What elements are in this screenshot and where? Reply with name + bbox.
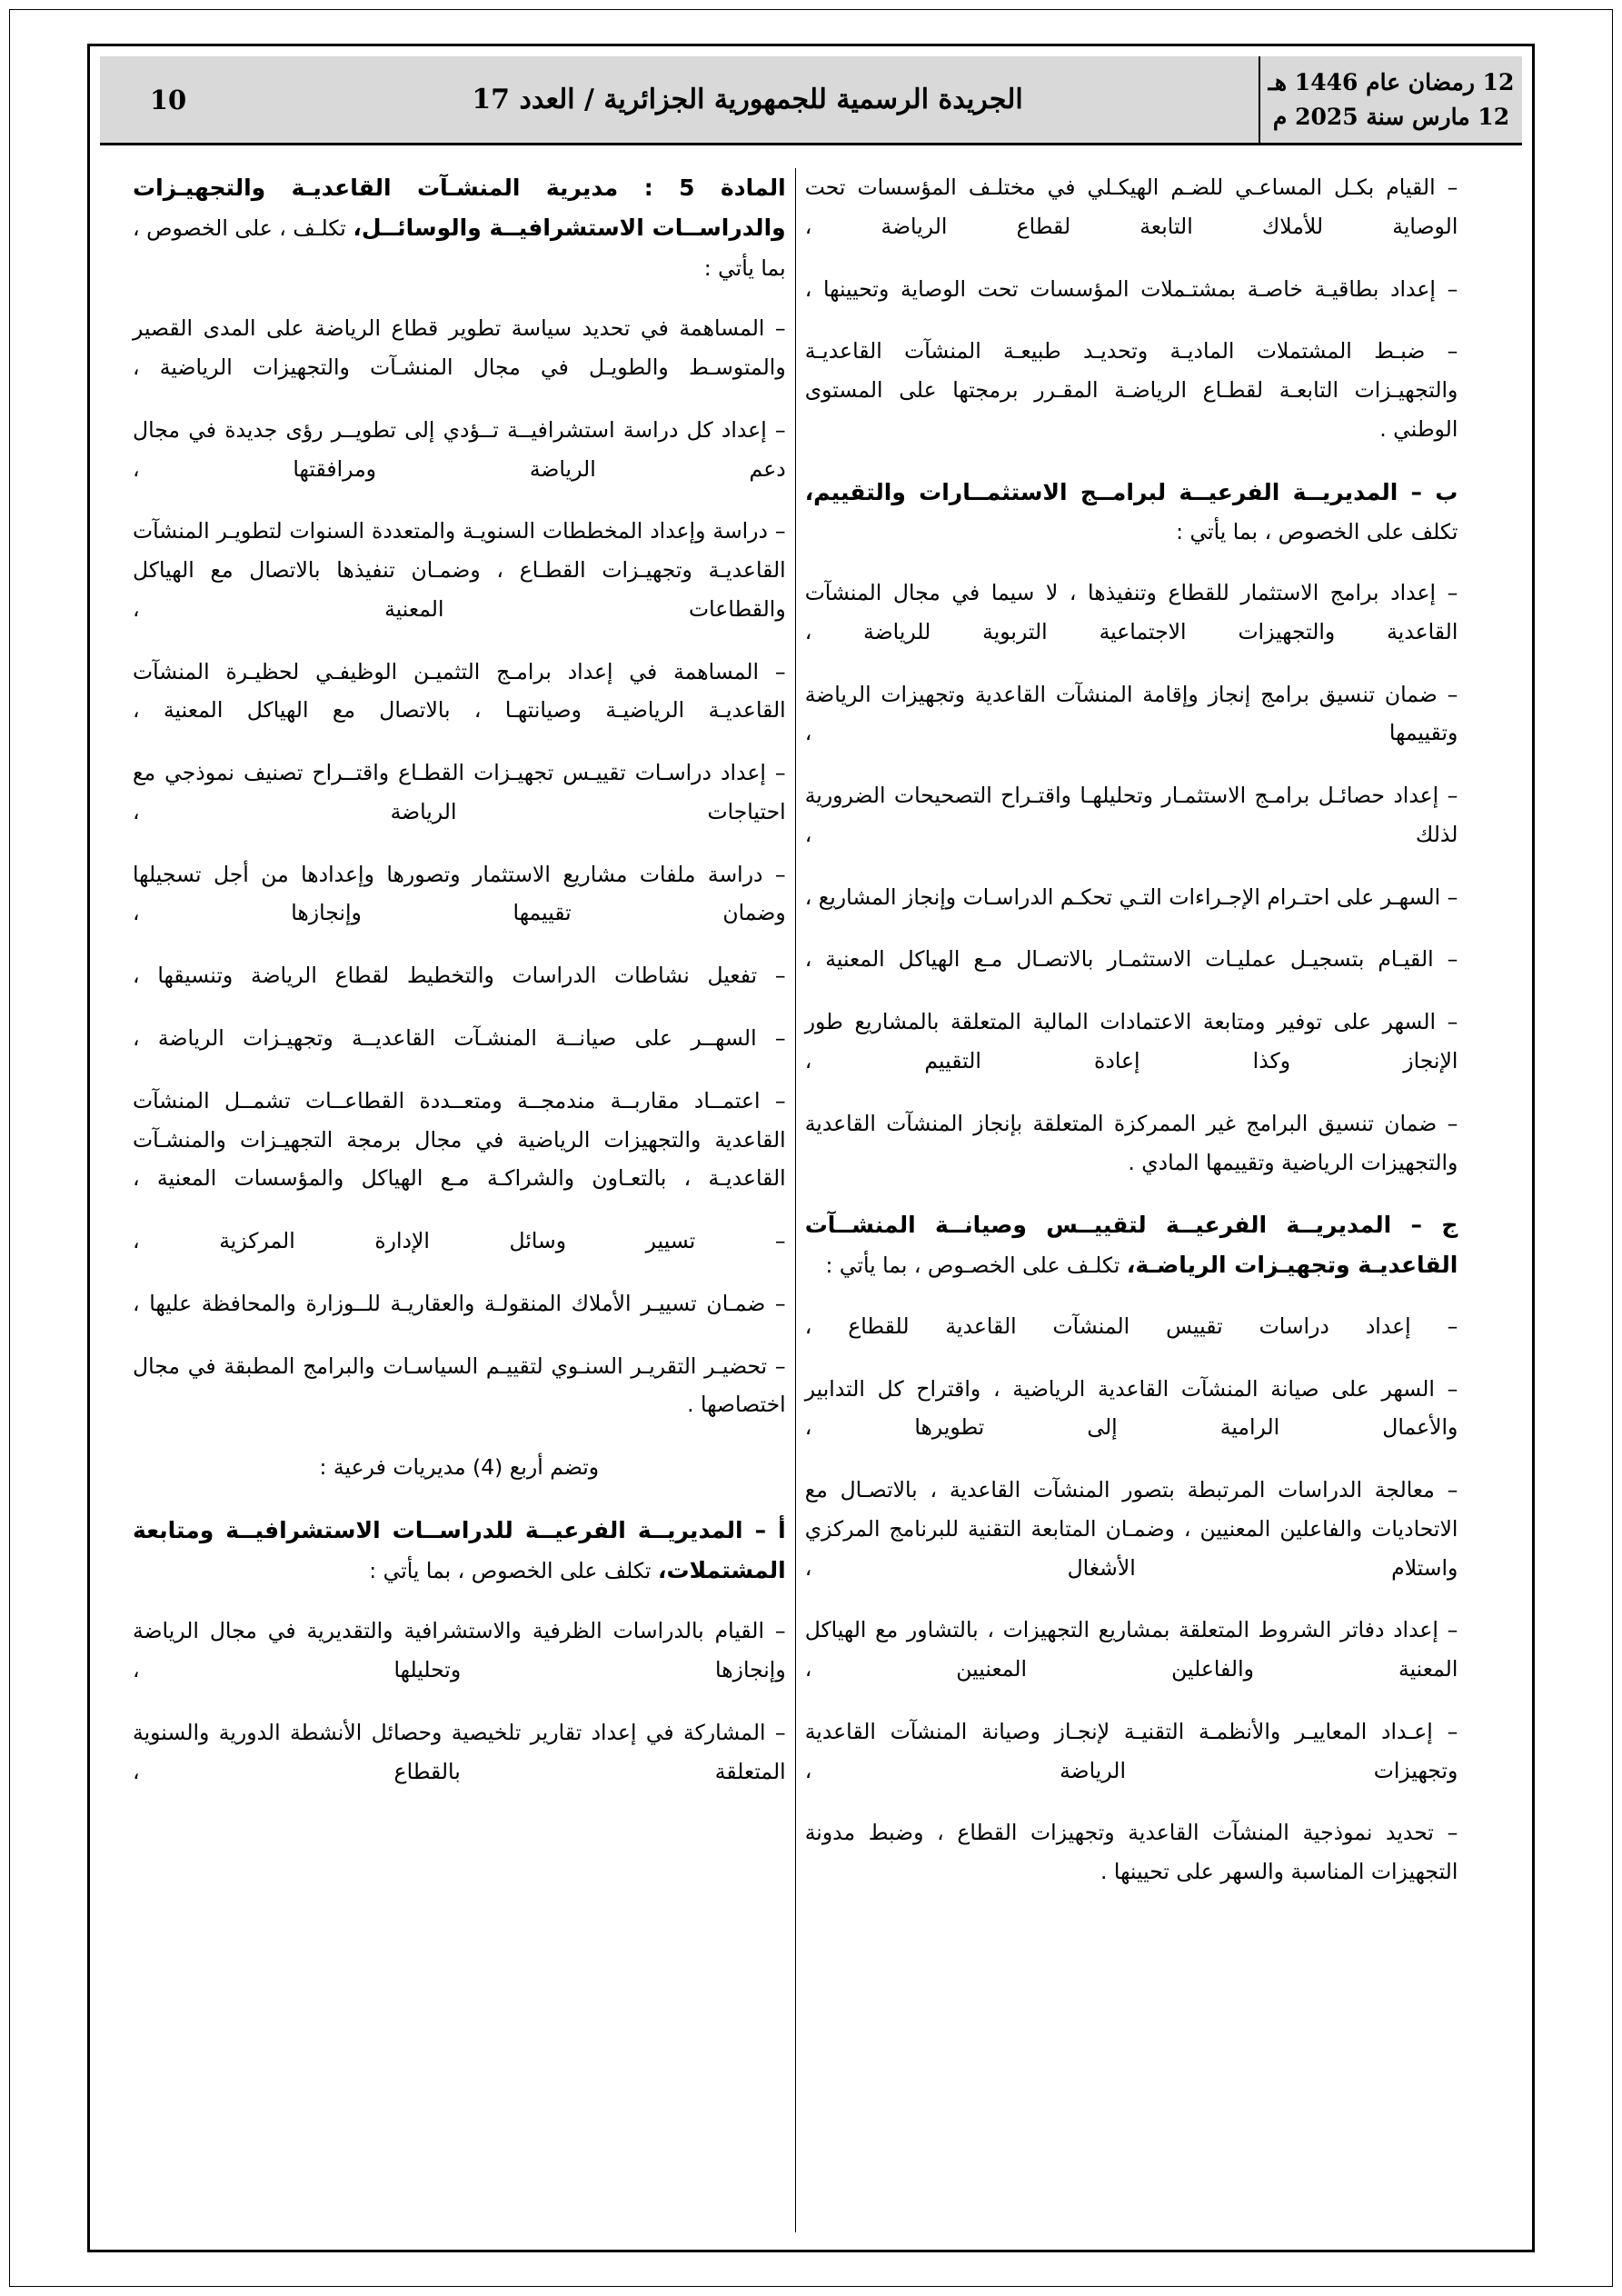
- column-divider: [795, 168, 796, 2232]
- paragraph: – المساهمة في تحديد سياسة تطوير قطاع الرياضة على المدى القصير والمتوسـط والطويـل في مجال المنشـآت والتجهيزات الرياضية ،: [133, 315, 786, 381]
- paragraph: – القيام بكـل المساعـي للضـم الهيكـلي في مختلـف المؤسسات تحت الوصاية للأملاك التابعة لقطاع الرياضة ،: [804, 175, 1458, 239]
- paragraph: – المشاركة في إعداد تقارير تلخيصية وحصائل الأنشطة الدورية والسنوية المتعلقة بالقطاع ،: [133, 1719, 786, 1784]
- section-heading-lead: تكلف على الخصوص ، بما يأتي :: [369, 1557, 658, 1583]
- section-heading: [133, 168, 786, 287]
- paragraph: – ضمان تنسيق برامج إنجاز وإقامة المنشآت القاعدية وتجهيزات الرياضة وتقييمها ،: [804, 681, 1458, 746]
- paragraph: – معالجة الدراسات المرتبطة بتصور المنشآت القاعدية ، بالاتصـال مع الاتحاديات والفاعلين المعنيين ، وضمـان المتابعة التقنية للبرنامج المركزي واستلام الأشغال ،: [804, 1477, 1458, 1581]
- section-heading-title: ج – المديريــة الفرعيــة لتقييــس وصيانــة المنشــآت القاعديـة وتجهيـزات الرياضـة،: [804, 1212, 1458, 1279]
- paragraph: – السهــر على صيانــة المنشـآت القاعديــة وتجهيـزات الرياضة ،: [133, 1024, 786, 1051]
- paragraph: – إعداد حصائـل برامـج الاستثمـار وتحليلهـا واقتـراح التصحيحات الضرورية لذلك ،: [804, 783, 1458, 847]
- paragraph: – تحديد نموذجية المنشآت القاعدية وتجهيزات القطاع ، وضبط مدونة التجهيزات المناسبة والسهر على تحيينها .: [804, 1820, 1458, 1885]
- section-heading-lead: تكلف على الخصوص ، بما يأتي :: [1176, 519, 1458, 545]
- header-title: الجريدة الرسمية للجمهورية الجزائرية / العدد 17: [472, 84, 1023, 115]
- paragraph: – القيـام بتسجيـل عمليـات الاستثمـار بالاتصـال مـع الهياكل المعنية ،: [804, 946, 1458, 973]
- paragraph: – إعداد برامج الاستثمار للقطاع وتنفيذها ، لا سيما في مجال المنشآت القاعدية والتجهيزات الاجتماعية التربوية للرياضة ،: [804, 580, 1458, 644]
- page-number: 10: [149, 84, 187, 115]
- header-date: [1259, 56, 1522, 143]
- section-heading-title: المادة 5 : مديرية المنشـآت القاعديـة والتجهيـزات والدراســات الاستشرافيــة والوسائــل،: [133, 175, 786, 241]
- paragraph: – إعداد بطاقيـة خاصـة بمشتـملات المؤسسات تحت الوصاية وتحيينها ،: [804, 275, 1458, 302]
- paragraph: – إعداد دفاتر الشروط المتعلقة بمشاريع التجهيزات ، بالتشاور مع الهياكل المعنية والفاعلين المعنيين ،: [804, 1617, 1458, 1682]
- section-heading-title: أ – المديريــة الفرعيــة للدراســات الاستشرافيــة ومتابعة المشتملات،: [133, 1516, 786, 1583]
- paragraph: – السهر على صيانة المنشآت القاعدية الرياضية ، واقتراح كل التدابير والأعمال الرامية إلى تطويرها ،: [804, 1375, 1458, 1441]
- paragraph: – إعـداد المعاييـر والأنظمـة التقنيـة لإنجـاز وصيانة المنشآت القاعدية وتجهيزات الرياضة ،: [804, 1718, 1458, 1783]
- section-heading: [805, 1205, 1458, 1285]
- paragraph: – السهـر على احتـرام الإجـراءات التـي تحكـم الدراسـات وإنجاز المشاريع ،: [804, 883, 1458, 910]
- page-body: [109, 168, 1513, 2232]
- paragraph: – تسيير وسائل الإدارة المركزية ،: [133, 1228, 786, 1254]
- page-header: [100, 56, 1522, 145]
- paragraph: وتضم أربع (4) مديريات فرعية :: [319, 1454, 600, 1481]
- section-heading: [133, 1511, 786, 1591]
- paragraph: – إعداد دراسات تقييس المنشآت القاعدية للقطاع ،: [804, 1313, 1458, 1339]
- header-date-hijri: 12 رمضان عام 1446 هـ: [1268, 69, 1515, 95]
- header-date-gregorian: 12 مارس سنة 2025 م: [1272, 103, 1510, 130]
- paragraph: – السهر على توفير ومتابعة الاعتمادات المالية المتعلقة بالمشاريع طور الإنجاز وكذا إعادة التقييم ،: [804, 1009, 1458, 1073]
- paragraph: – ضمان تنسيق البرامج غير الممركزة المتعلقة بإنجاز المنشآت القاعدية والتجهيزات الرياضية وتقييمها المادي .: [804, 1110, 1458, 1175]
- paragraph: – اعتمــاد مقاربــة مندمجــة ومتعــددة القطاعــات تشمــل المنشآت القاعدية والتجهيزات الرياضية في مجال برمجة التجهيـزات والمنشـآت القاعديـة ، بالتعـاون والشراكـة مـع الهياكل والمؤسسات المعنية ،: [133, 1087, 786, 1192]
- paragraph: – تفعيل نشاطات الدراسات والتخطيط لقطاع الرياضة وتنسيقها ،: [133, 963, 786, 989]
- paragraph: – القيام بالدراسات الظرفية والاستشرافية والتقديرية في مجال الرياضة وإنجازها وتحليلها ،: [133, 1618, 786, 1683]
- paragraph: – تحضيـر التقريـر السنـوي لتقييـم السياسـات والبرامج المطبقة في مجال اختصاصها .: [133, 1353, 786, 1418]
- paragraph: – دراسة ملفات مشاريع الاستثمار وتصورها وإعدادها من أجل تسجيلها وضمان تقييمها وإنجازها ،: [133, 861, 786, 926]
- paragraph: – دراسة وإعداد المخططات السنويـة والمتعددة السنوات لتطويـر المنشآت القاعديـة وتجهيـزات القطـاع ، وضمـان تنفيذها بالاتصال مع الهياكل والقطاعات المعنية ،: [133, 518, 786, 622]
- section-heading: [805, 473, 1458, 553]
- column-left: [805, 168, 1482, 2232]
- section-heading-title: ب – المديريــة الفرعيــة لبرامــج الاستثمــارات والتقييم،: [804, 478, 1458, 505]
- section-heading-lead: تكلـف ، على الخصوص ، بما يأتي :: [133, 215, 786, 281]
- paragraph: – ضبـط المشتملات الماديـة وتحديـد طبيعـة المنشآت القاعديـة والتجهيـزات التابعـة لقطـاع الرياضـة المقـرر برمجتها على المستوى الوطني .: [804, 338, 1458, 442]
- paragraph: – المساهمة في إعداد برامـج التثميـن الوظيفـي لحظيـرة المنشآت القاعديـة الرياضيـة وصيانتهـا ، بالاتصال مع الهياكل المعنية ،: [133, 658, 786, 724]
- paragraph: – إعداد كل دراسة استشرافيــة تــؤدي إلى تطويــر رؤى جديدة في مجال دعم الرياضة ومرافقتها ،: [133, 416, 786, 482]
- column-right: [109, 168, 786, 2232]
- paragraph: – إعداد دراسـات تقييـس تجهيـزات القطـاع واقتــراح تصنيف نموذجي مع احتياجات الرياضة ،: [133, 760, 786, 824]
- paragraph: – ضمـان تسييـر الأملاك المنقولـة والعقاريـة للــوزارة والمحافظة عليها ،: [133, 1290, 786, 1316]
- section-heading-lead: تكلـف على الخصـوص ، بما يأتي :: [825, 1253, 1127, 1279]
